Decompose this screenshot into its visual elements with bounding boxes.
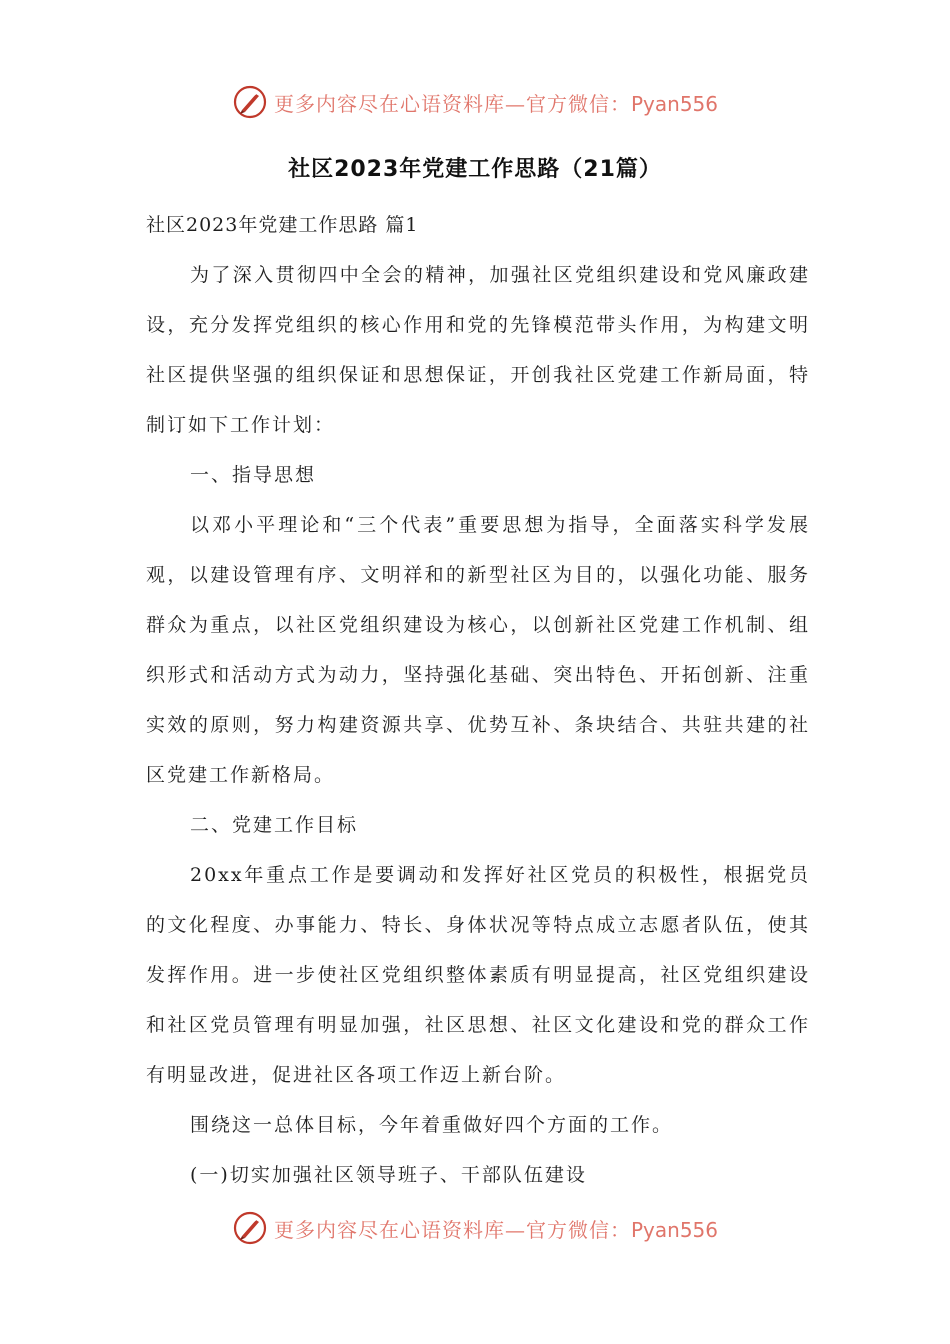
heading-leadership-building: (一)切实加强社区领导班子、干部队伍建设	[190, 1164, 587, 1186]
paragraph-work-goals: 20xx年重点工作是要调动和发挥好社区党员的积极性，根据党员的文化程度、办事能力、特长、身体状况等特点成立志愿者队伍，使其发挥作用。进一步使社区党组织整体素质有明显提高，社区党组织建设和社区党员管理有明显加强，社区思想、社区文化建设和党的群众工作有明显改进，促进社区各项工作迈上新台阶。	[146, 864, 810, 1086]
section-subtitle: 社区2023年党建工作思路 篇1	[146, 214, 419, 236]
watermark-wechat-id: Pyan556	[630, 1217, 718, 1242]
watermark-label: 更多内容尽在心语资料库—官方微信：	[273, 91, 631, 116]
quill-pen-in-circle-icon	[232, 84, 268, 120]
paragraph-intro: 为了深入贯彻四中全会的精神，加强社区党组织建设和党风廉政建设，充分发挥党组织的核心作用和党的先锋模范带头作用，为构建文明社区提供坚强的组织保证和思想保证，开创我社区党建工作新局面，特制订如下工作计划：	[146, 264, 810, 436]
heading-guiding-ideology: 一、指导思想	[190, 464, 317, 486]
paragraph-guiding-ideology: 以邓小平理论和“三个代表”重要思想为指导，全面落实科学发展观，以建设管理有序、文明祥和的新型社区为目的，以强化功能、服务群众为重点，以社区党组织建设为核心，以创新社区党建工作机制、组织形式和活动方式为动力，坚持强化基础、突出特色、开拓创新、注重实效的原则，努力构建资源共享、优势互补、条块结合、共驻共建的社区党建工作新格局。	[146, 514, 810, 786]
quill-pen-in-circle-icon	[232, 1210, 268, 1246]
heading-work-goals: 二、党建工作目标	[190, 814, 359, 836]
document-title: 社区2023年党建工作思路（21篇）	[288, 157, 662, 182]
watermark-label: 更多内容尽在心语资料库—官方微信：	[273, 1217, 631, 1242]
watermark-wechat-id: Pyan556	[630, 91, 718, 116]
watermark-banner-bottom	[0, 1208, 950, 1248]
document-body	[146, 200, 810, 1200]
watermark-banner-top	[0, 82, 950, 122]
watermark-text	[274, 88, 718, 117]
watermark-text	[274, 1214, 718, 1243]
paragraph-four-aspects: 围绕这一总体目标，今年着重做好四个方面的工作。	[190, 1114, 674, 1136]
